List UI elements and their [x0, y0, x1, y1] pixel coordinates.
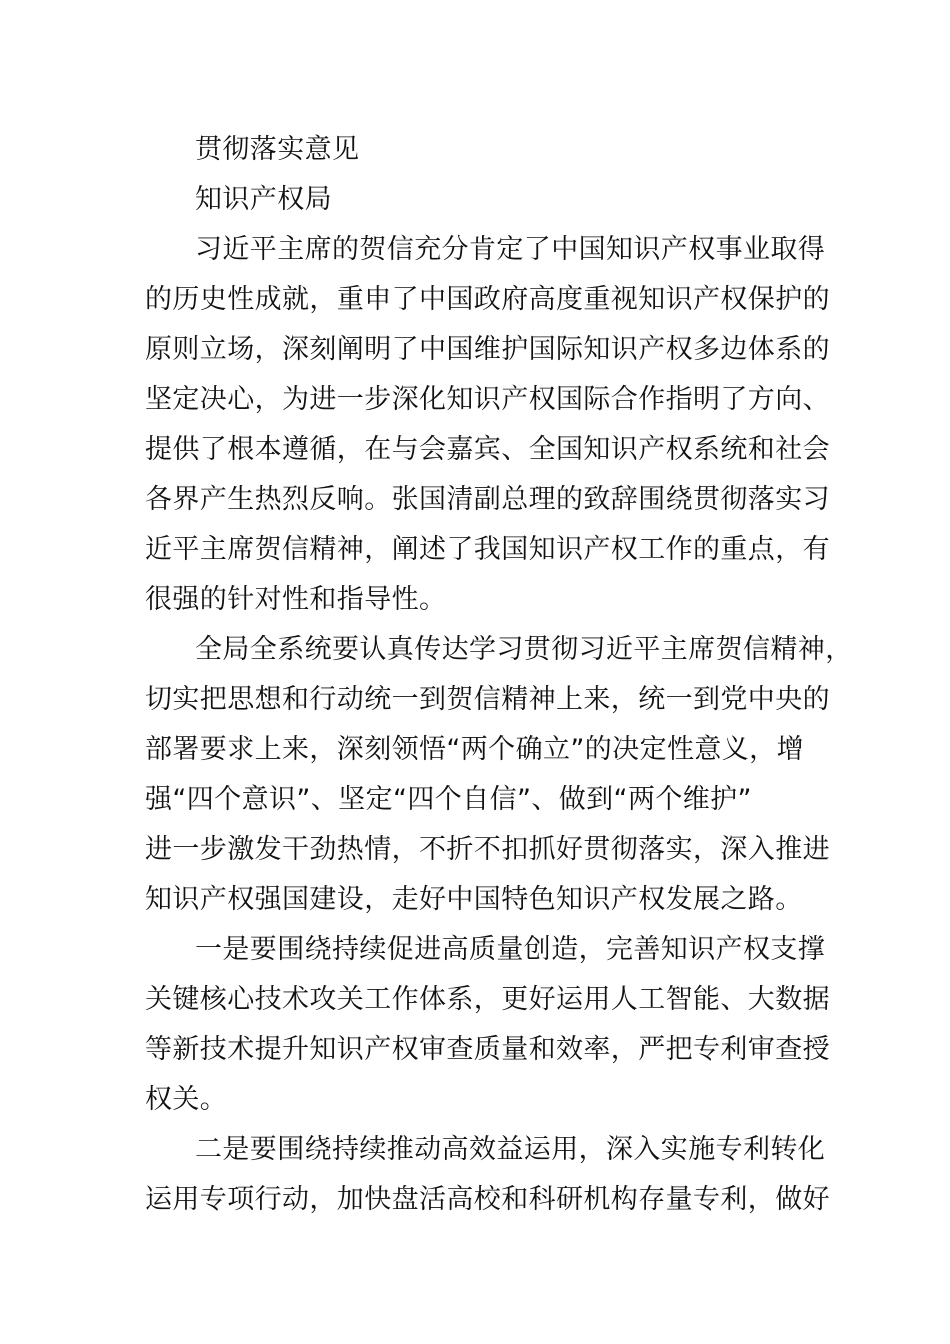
document-subtitle: 知识产权局: [195, 184, 332, 215]
paragraph-line: 等新技术提升知识产权审查质量和效率，严把专利审查授: [145, 1034, 830, 1065]
paragraph-line: 一是要围绕持续促进高质量创造，完善知识产权支撑: [195, 934, 826, 965]
paragraph-1: [145, 225, 835, 625]
paragraph-line: 提供了根本遵循，在与会嘉宾、全国知识产权系统和社会: [145, 434, 830, 465]
paragraph-line: 部署要求上来，深刻领悟“两个确立”的决定性意义，增: [145, 734, 804, 765]
paragraph-line: 很强的针对性和指导性。: [145, 584, 447, 615]
paragraph-line: 知识产权强国建设，走好中国特色知识产权发展之路。: [145, 884, 803, 915]
paragraph-line: 近平主席贺信精神，阐述了我国知识产权工作的重点，有: [145, 534, 830, 565]
paragraph-line: 坚定决心，为进一步深化知识产权国际合作指明了方向、: [145, 384, 830, 415]
paragraph-line: 切实把思想和行动统一到贺信精神上来，统一到党中央的: [145, 684, 830, 715]
paragraph-line: 习近平主席的贺信充分肯定了中国知识产权事业取得: [195, 234, 826, 265]
paragraph-4: [145, 1125, 835, 1225]
paragraph-line: 关键核心技术攻关工作体系，更好运用人工智能、大数据: [145, 984, 830, 1015]
paragraph-line: 进一步激发干劲热情，不折不扣抓好贯彻落实，深入推进: [145, 834, 830, 865]
paragraph-line: 强“四个意识”、坚定“四个自信”、做到“两个维护”: [145, 784, 752, 815]
paragraph-line: 的历史性成就，重申了中国政府高度重视知识产权保护的: [145, 284, 830, 315]
document-title: 贯彻落实意见: [195, 134, 360, 165]
document-body: [145, 125, 853, 1225]
paragraph-line: 权关。: [145, 1084, 228, 1115]
paragraph-line: 原则立场，深刻阐明了中国维护国际知识产权多边体系的: [145, 334, 830, 365]
paragraph-3: [145, 925, 835, 1125]
paragraph-2: [145, 625, 853, 925]
paragraph-line: 各界产生热烈反响。张国清副总理的致辞围绕贯彻落实习: [145, 484, 830, 515]
paragraph-line: 二是要围绕持续推动高效益运用，深入实施专利转化: [195, 1134, 826, 1165]
paragraph-line: 全局全系统要认真传达学习贯彻习近平主席贺信精神，: [195, 634, 853, 665]
paragraph-line: 运用专项行动，加快盘活高校和科研机构存量专利，做好: [145, 1184, 830, 1215]
